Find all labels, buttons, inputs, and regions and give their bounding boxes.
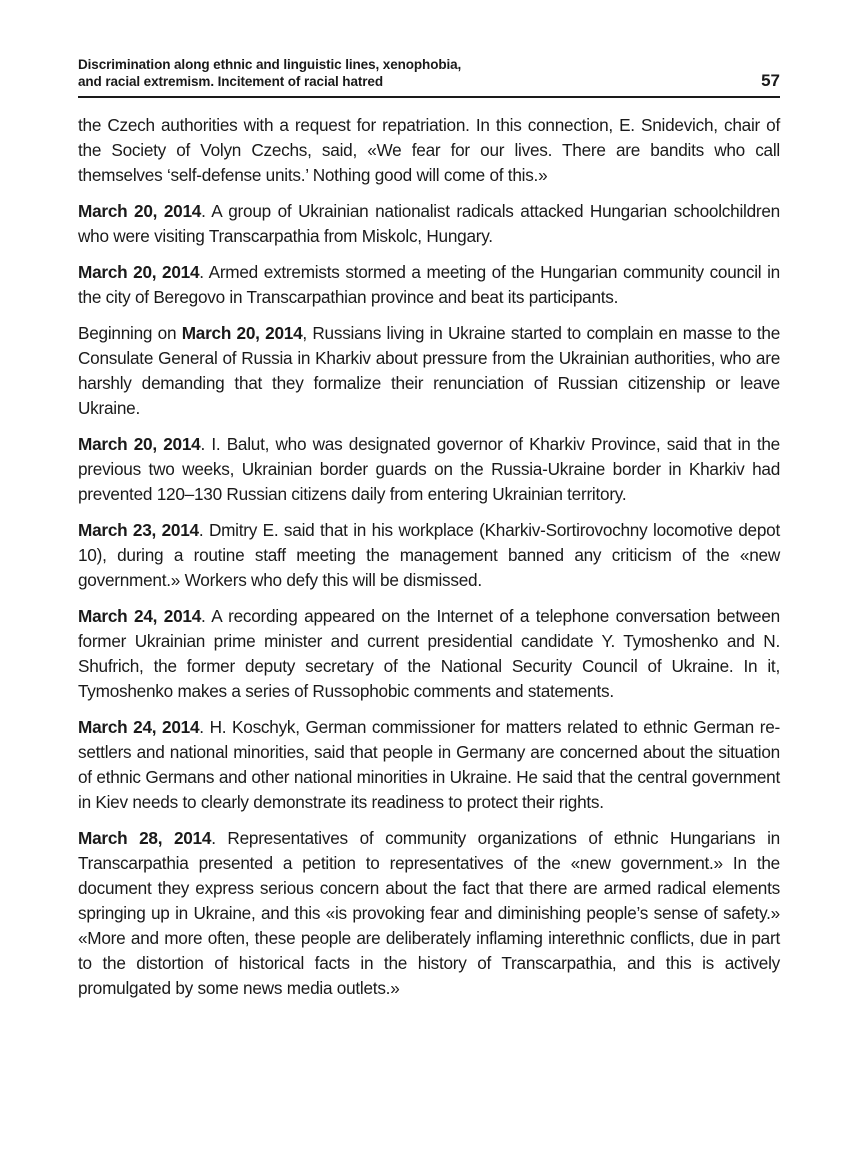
- header-title-line-2: and racial extremism. Incitement of racial hatred: [78, 74, 383, 89]
- paragraph-1: the Czech authorities with a request for repatriation. In this connection, E. Snidevich, chair of the Society of Volyn Czechs, said, «We fear for our lives. There are bandits who call themselves ‘self-defense units.’ Nothing good will come of this.»: [78, 115, 780, 185]
- paragraph-6: March 23, 2014. Dmitry E. said that in his workplace (Kharkiv-Sortirovochny locomotive depot 10), during a routine staff meeting the management banned any criticism of the «new government.» Workers who defy this will be dismissed.: [78, 520, 780, 590]
- running-header: [78, 56, 780, 98]
- paragraph-4: Beginning on March 20, 2014, Russians living in Ukraine started to complain en masse to the Consulate General of Russia in Kharkiv about pressure from the Ukrainian authorities, who are harshly demanding that they formalize their renunciation of Russian citizenship or leave Ukraine.: [78, 323, 781, 418]
- header-title-line-1: Discrimination along ethnic and linguistic lines, xenophobia,: [78, 57, 462, 72]
- paragraph-3: March 20, 2014. Armed extremists stormed a meeting of the Hungarian community council in the city of Beregovo in Transcarpathian province and beat its participants.: [78, 262, 780, 307]
- entry-date: March 20, 2014: [78, 262, 200, 282]
- page-number: 57: [761, 71, 780, 90]
- entry-date: March 20, 2014: [78, 201, 202, 221]
- entry-date: March 20, 2014: [181, 323, 303, 343]
- entry-date: March 28, 2014: [78, 828, 212, 848]
- body-text: [78, 113, 780, 1012]
- running-header-title: [78, 56, 461, 90]
- entry-date: March 20, 2014: [78, 434, 201, 454]
- paragraph-8: March 24, 2014. H. Koschyk, German commissioner for matters related to ethnic German re-settlers and national minorities, said that people in Germany are concerned about the situation of ethnic Germans and other national minorities in Ukraine. He said that the central government in Kiev needs to clearly demonstrate its readiness to protect their rights.: [78, 717, 780, 812]
- paragraph-7: March 24, 2014. A recording appeared on the Internet of a telephone conversation between former Ukrainian prime minister and current presidential candidate Y. Tymoshenko and N. Shufrich, the former deputy secretary of the National Security Council of Ukraine. In it, Tymoshenko makes a series of Russophobic comments and statements.: [78, 606, 780, 701]
- paragraph-2: March 20, 2014. A group of Ukrainian nationalist radicals attacked Hungarian schoolchildren who were visiting Transcarpathia from Miskolc, Hungary.: [78, 201, 780, 246]
- entry-date: March 24, 2014: [78, 717, 200, 737]
- entry-date: March 24, 2014: [78, 606, 202, 626]
- entry-date: March 23, 2014: [78, 520, 199, 540]
- paragraph-5: March 20, 2014. I. Balut, who was designated governor of Kharkiv Province, said that in the previous two weeks, Ukrainian border guards on the Russia-Ukraine border in Kharkiv had prevented 120–130 Russian citizens daily from entering Ukrainian territory.: [78, 434, 780, 504]
- paragraph-9: March 28, 2014. Representatives of community organizations of ethnic Hungarians in Transcarpathia presented a petition to representatives of the «new government.» In the document they express serious concern about the fact that there are armed radical elements springing up in Ukraine, and this «is provoking fear and diminishing people’s sense of safety.» «More and more often, these people are deliberately inflaming interethnic conflicts, due in part to the distortion of historical facts in the history of Transcarpathia, and this is actively promulgated by some news media outlets.»: [78, 828, 780, 998]
